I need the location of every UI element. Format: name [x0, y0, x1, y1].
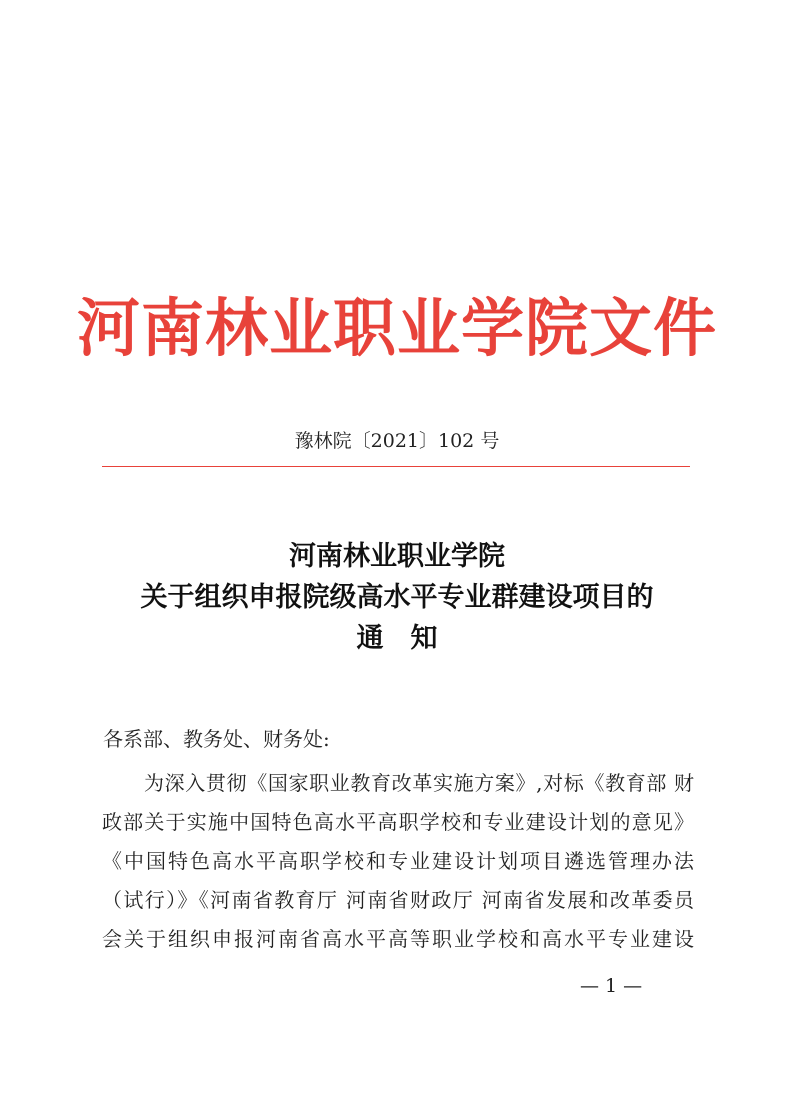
title-line-1: 河南林业职业学院 [289, 541, 505, 572]
body-text [102, 764, 694, 959]
salutation: 各系部、教务处、财务处: [103, 727, 330, 751]
body-line: （试行）》《河南省教育厅 河南省财政厅 河南省发展和改革委员 [102, 888, 694, 912]
document-title [0, 536, 794, 659]
document-number: 豫林院〔2021〕102 号 [294, 430, 500, 452]
body-line: 《中国特色高水平高职学校和专业建设计划项目遴选管理办法 [102, 849, 694, 873]
title-line-2: 关于组织申报院级高水平专业群建设项目的 [140, 582, 654, 613]
header-divider [102, 466, 690, 467]
body-line: 政部关于实施中国特色高水平高职学校和专业建设计划的意见》 [102, 810, 694, 834]
body-line: 会关于组织申报河南省高水平高等职业学校和高水平专业建设 [102, 927, 694, 951]
document-masthead: 河南林业职业学院文件 [77, 291, 717, 365]
page-number: — 1 — [580, 975, 643, 997]
title-line-3: 通 知 [356, 623, 438, 654]
body-line: 为深入贯彻《国家职业教育改革实施方案》,对标《教育部 财 [144, 771, 694, 795]
